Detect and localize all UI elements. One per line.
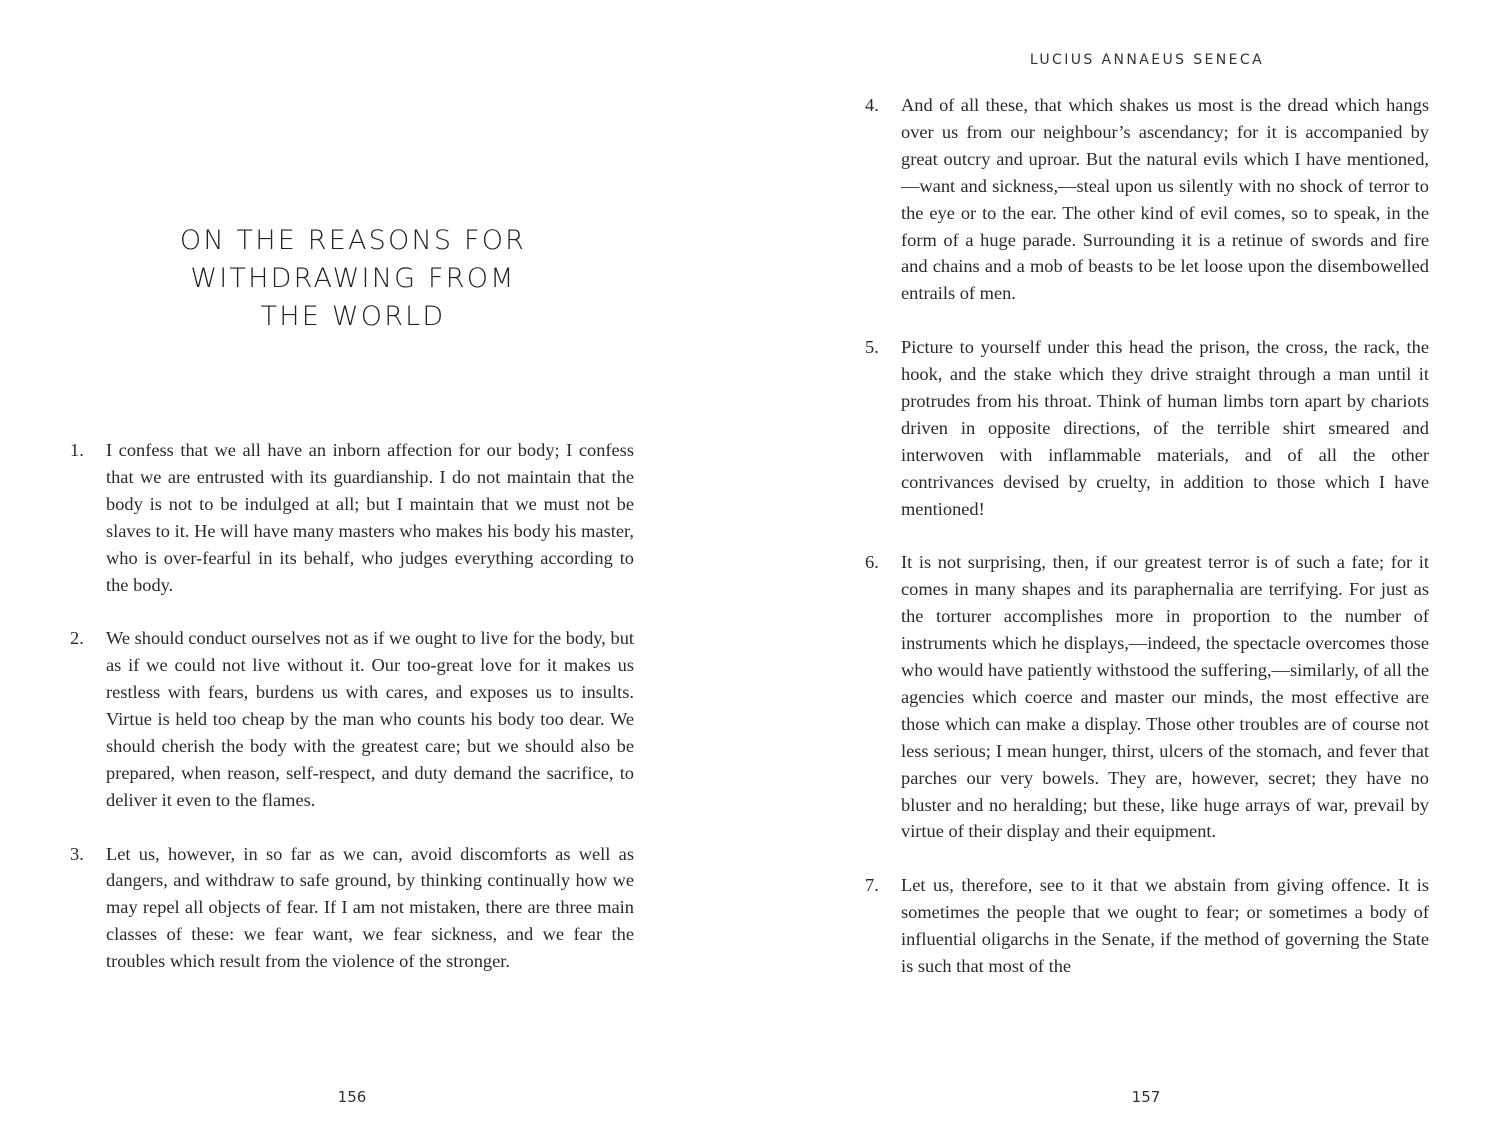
paragraph-text: Picture to yourself under this head the prison, the cross, the rack, the hook, and the stake which they drive straight through a man until it protrudes from his throat. Think of human limbs torn apart by chariots driven in opposite directions, of the terrible shirt smeared and interwoven with inflammable materials, and of all the other contrivances devised by cruelty, in addition to those which I have mentioned! — [901, 337, 1429, 519]
paragraph-number: 2. — [70, 628, 84, 649]
page-number-left: 156 — [337, 1088, 367, 1106]
paragraph-number: 3. — [70, 843, 84, 864]
paragraph — [865, 872, 1429, 980]
chapter-title-line: ON THE REASONS FOR — [179, 225, 527, 256]
running-head: LUCIUS ANNAEUS SENECA — [1029, 52, 1265, 68]
chapter-title — [110, 222, 596, 336]
paragraph-number: 1. — [70, 440, 84, 460]
right-page-body — [865, 92, 1429, 1007]
paragraph — [865, 92, 1429, 307]
paragraph — [70, 841, 634, 976]
paragraph-number: 6. — [865, 552, 879, 573]
paragraph-text: And of all these, that which shakes us most is the dread which hangs over us from our neighbour’s ascendancy; for it is accompanied by great outcry and uproar. But the natural evils which I have mentioned,—want and sickness,—steal upon us silently with no shock of terror to the eye or to the ear. The other kind of evil comes, so to speak, in the form of a huge parade. Surrounding it is a retinue of swords and fire and chains and a mob of beasts to be let loose upon the disembowelled entrails of men. — [901, 95, 1429, 304]
paragraph-text: It is not surprising, then, if our greatest terror is of such a fate; for it comes in many shapes and its paraphernalia are terrifying. For just as the torturer accomplishes more in proportion to the number of instruments which he displays,—indeed, the spectacle overcomes those who would have patiently withstood the suffering,—similarly, of all the agencies which coerce and master our minds, the most effective are those which can make a display. Those other troubles are of course not less serious; I mean hunger, thirst, ulcers of the stomach, and fever that parches our very bowels. They are, however, secret; they have no bluster and no heralding; but these, like huge arrays of war, prevail by virtue of their display and their equipment. — [901, 552, 1429, 842]
paragraph-text: We should conduct ourselves not as if we ought to live for the body, but as if we could not live without it. Our too-great love for it makes us restless with fears, burdens us with cares, and exposes us to insults. Virtue is held too cheap by the man who counts his body too dear. We should cherish the body with the greatest care; but we should also be prepared, when reason, self-respect, and duty demand the sacrifice, to deliver it even to the flames. — [106, 628, 635, 810]
paragraph-text: Let us, therefore, see to it that we abstain from giving offence. It is sometimes the people that we ought to fear; or sometimes a body of influential oligarchs in the Senate, if the method of governing the State is such that most of the — [901, 875, 1429, 976]
paragraph-number: 5. — [865, 337, 879, 358]
left-page-body — [70, 437, 634, 1002]
paragraph-number: 4. — [865, 95, 879, 115]
chapter-title-line: WITHDRAWING FROM — [190, 263, 516, 294]
chapter-title-line: THE WORLD — [260, 301, 446, 332]
paragraph-text: I confess that we all have an inborn affection for our body; I confess that we are entrusted with its guardianship. I do not maintain that the body is not to be indulged at all; but I maintain that we must not be slaves to it. He will have many masters who makes his body his master, who is over-fearful in its behalf, who judges everything according to the body. — [106, 440, 634, 595]
paragraph — [70, 437, 634, 598]
paragraph — [865, 549, 1429, 845]
paragraph — [865, 334, 1429, 522]
paragraph — [70, 625, 634, 813]
paragraph-number: 7. — [865, 875, 879, 896]
paragraph-text: Let us, however, in so far as we can, avoid discomforts as well as dangers, and withdraw to safe ground, by thinking continually how we may repel all objects of fear. If I am not mistaken, there are three main classes of these: we fear want, we fear sickness, and we fear the troubles which result from the violence of the stronger. — [106, 843, 634, 972]
page-number-right: 157 — [1131, 1088, 1161, 1106]
